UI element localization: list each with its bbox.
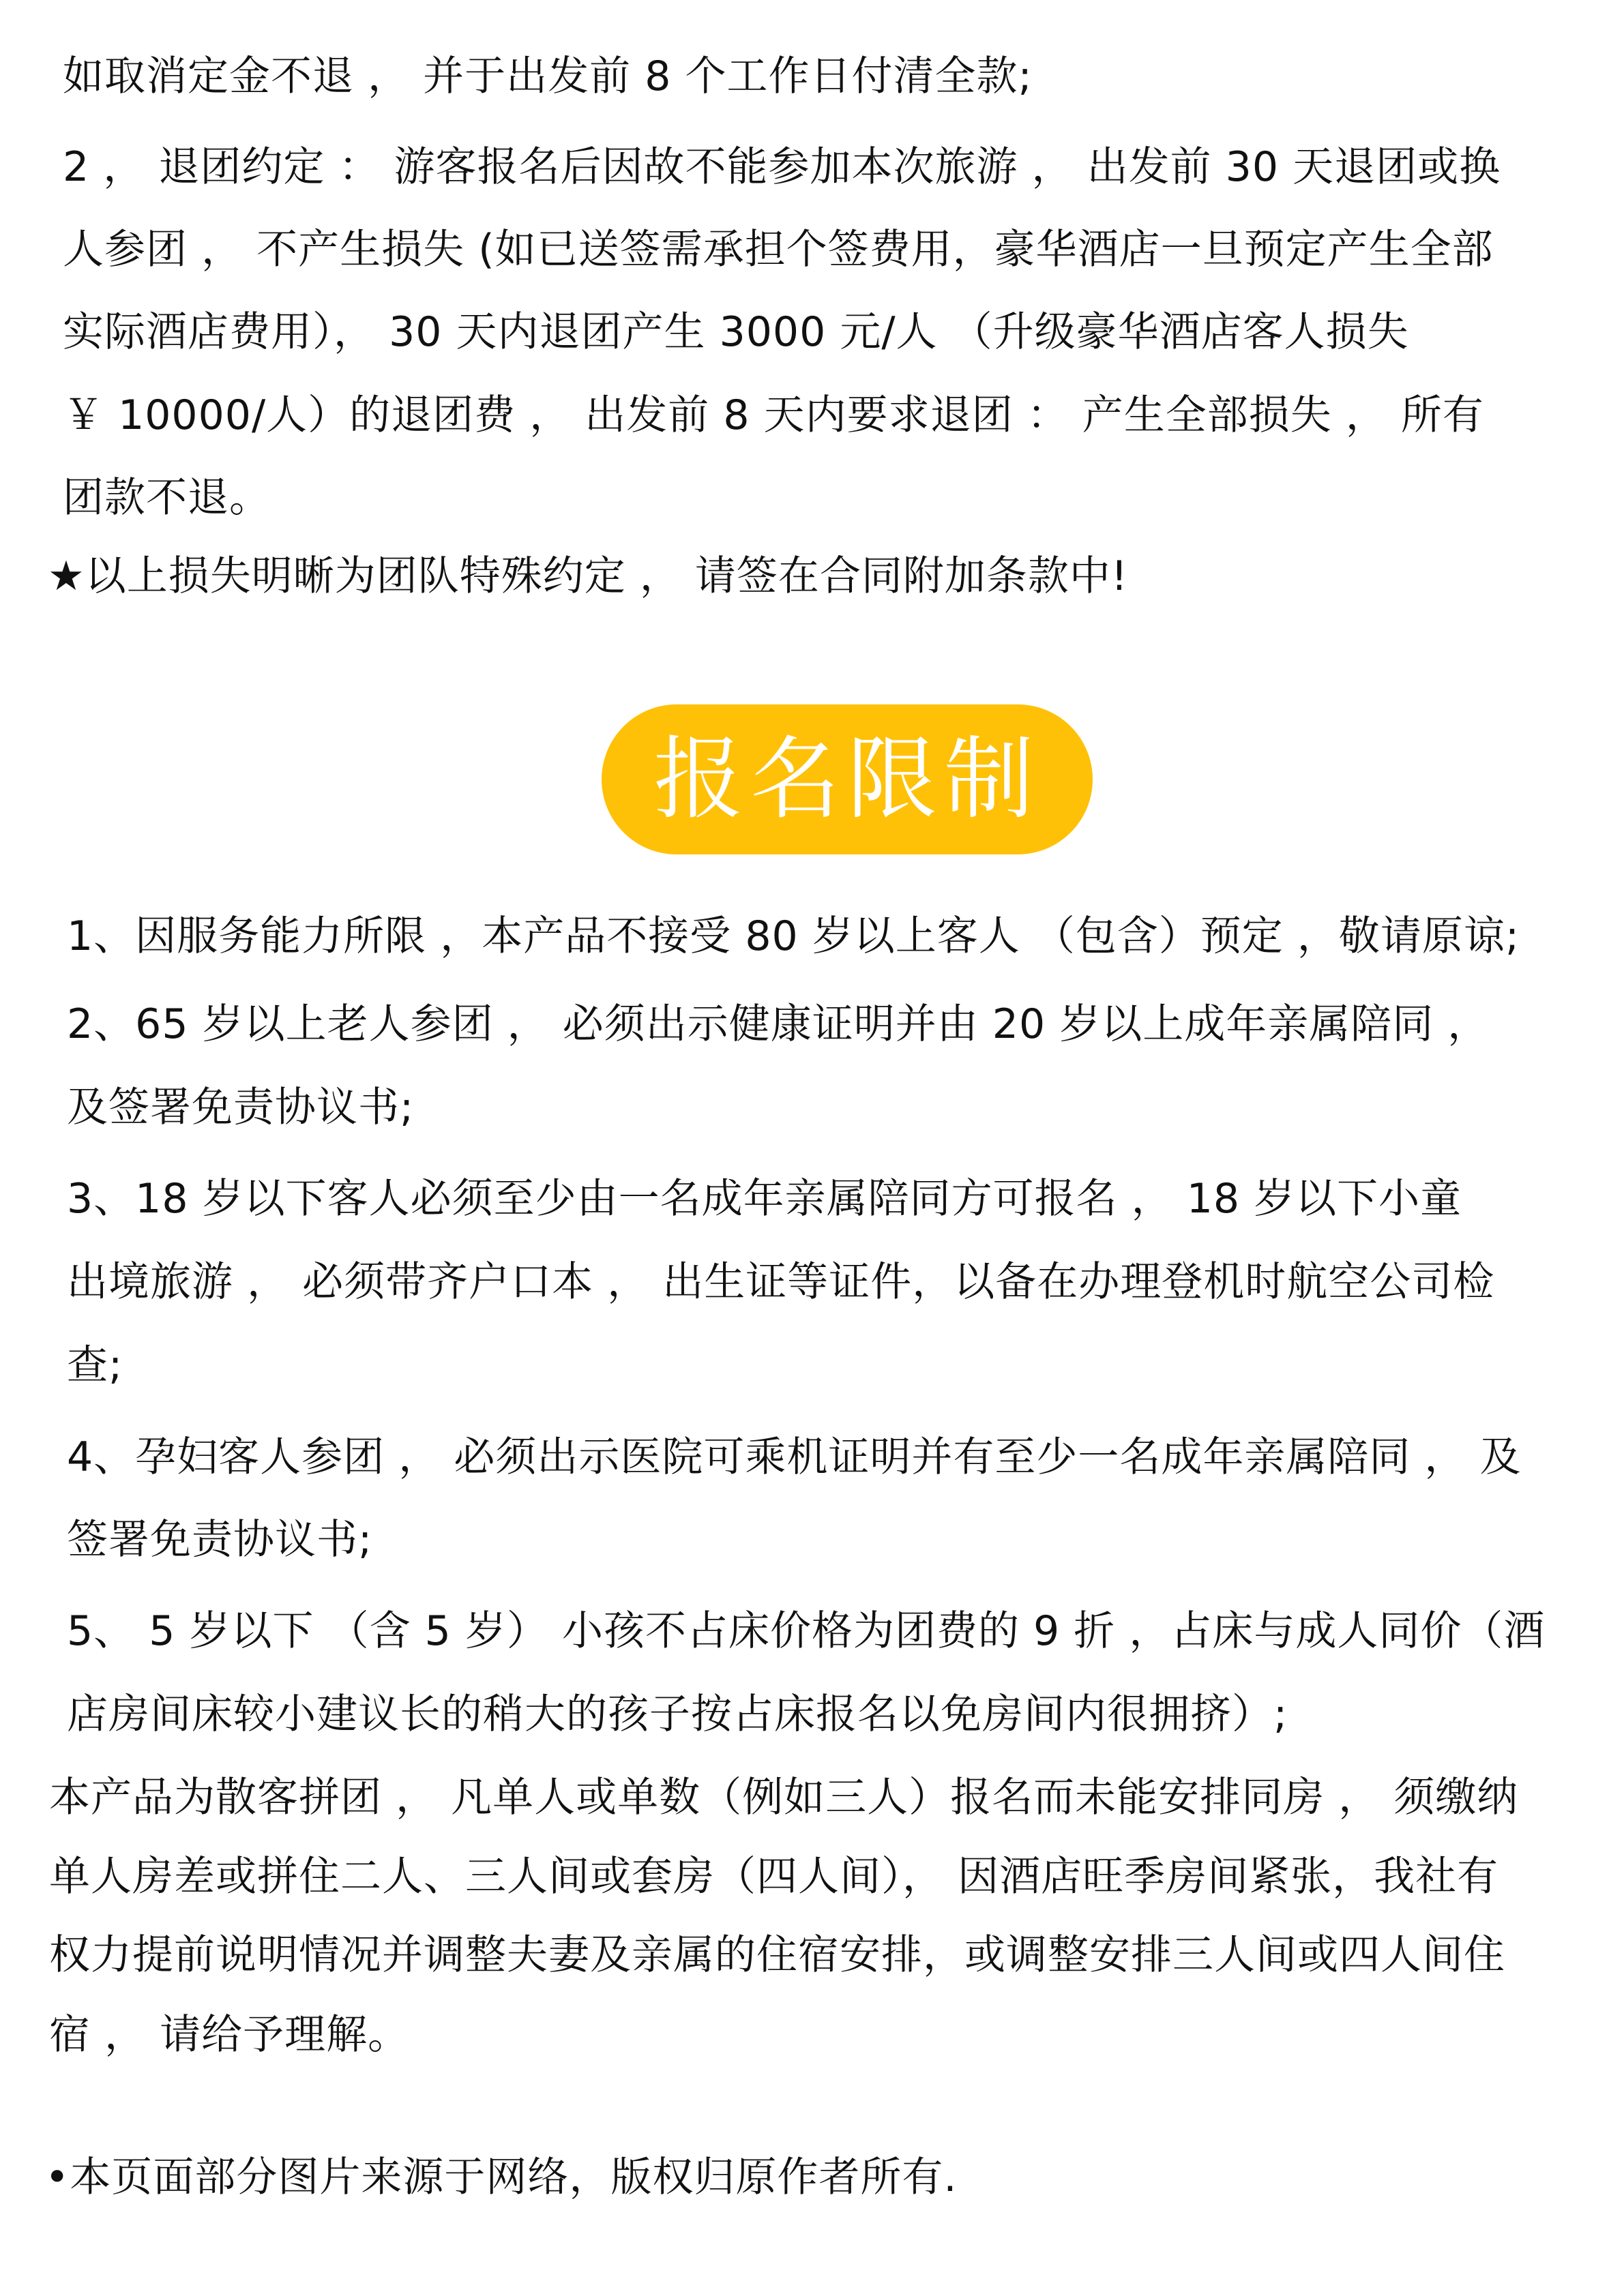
cancellation-line-2: 2 ， 退团约定 ： 游客报名后因故不能参加本次旅游 ， 出发前 30 天退团或换: [63, 143, 1501, 191]
restriction-line-2: 2、65 岁以上老人参团 ， 必须出示健康证明并由 20 岁以上成年亲属陪同 ，: [67, 1000, 1490, 1048]
restriction-line-5: 出境旅游 ， 必须带齐户口本 ， 出生证等证件，以备在办理登机时航空公司检: [67, 1258, 1495, 1306]
restriction-line-3: 及签署免责协议书;: [67, 1084, 415, 1131]
cancellation-line-5: ￥ 10000/人）的退团费 ， 出发前 8 天内要求退团 ： 产生全部损失 ， 所有: [63, 391, 1484, 439]
cancellation-line-1: 如取消定金不退 ， 并于出发前 8 个工作日付清全款;: [63, 53, 1033, 100]
restriction-line-13: 权力提前说明情况并调整夫妻及亲属的住宿安排，或调整安排三人间或四人间住: [49, 1931, 1505, 1979]
restriction-line-9: 5、 5 岁以下 （含 5 岁） 小孩不占床价格为团费的 9 折 ，占床与成人同价（酒: [67, 1607, 1546, 1655]
restriction-line-1: 1、因服务能力所限 ，本产品不接受 80 岁以上客人 （包含）预定 ，敬请原谅;: [67, 912, 1520, 960]
restriction-line-14: 宿 ， 请给予理解。: [49, 2011, 410, 2059]
footer-note: •本页面部分图片来源于网络，版权归原作者所有.: [45, 2153, 958, 2201]
section-title-badge: [602, 704, 1093, 854]
cancellation-line-3: 人参团 ， 不产生损失 (如已送签需承担个签费用，豪华酒店一旦预定产生全部: [63, 226, 1494, 273]
restriction-line-11: 本产品为散客拼团 ， 凡单人或单数（例如三人）报名而未能安排同房 ， 须缴纳: [49, 1774, 1519, 1821]
restriction-line-10: 店房间床较小建议长的稍大的孩子按占床报名以免房间内很拥挤）;: [67, 1690, 1288, 1738]
cancellation-note: ★以上损失明晰为团队特殊约定 ， 请签在合同附加条款中!: [48, 552, 1128, 600]
restriction-line-4: 3、18 岁以下客人必须至少由一名成年亲属陪同方可报名 ， 18 岁以下小童: [67, 1175, 1462, 1223]
restriction-line-7: 4、孕妇客人参团 ， 必须出示医院可乘机证明并有至少一名成年亲属陪同 ， 及: [67, 1433, 1522, 1481]
restriction-line-8: 签署免责协议书;: [67, 1516, 373, 1564]
restriction-line-6: 查;: [67, 1341, 123, 1389]
cancellation-line-4: 实际酒店费用）， 30 天内退团产生 3000 元/人 （升级豪华酒店客人损失: [63, 308, 1409, 356]
section-title: 报名限制: [653, 727, 1041, 832]
restriction-line-12: 单人房差或拼住二人、三人间或套房（四人间）， 因酒店旺季房间紧张，我社有: [49, 1853, 1499, 1900]
cancellation-line-6: 团款不退。: [63, 474, 271, 522]
